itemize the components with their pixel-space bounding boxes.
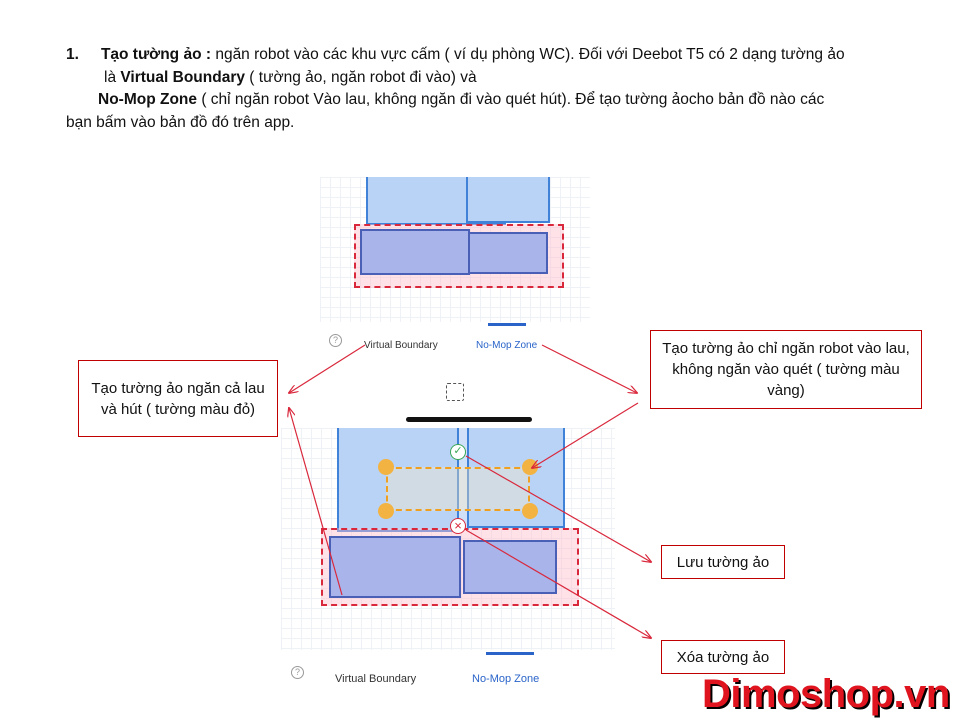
step-text-3: ( chỉ ngăn robot Vào lau, không ngăn đi vào quét hút). Để tạo tường ảocho bản đồ nào các	[197, 91, 825, 108]
top-tab-no-mop-zone[interactable]: No-Mop Zone	[476, 340, 538, 351]
phone-notch-bar	[406, 417, 532, 422]
instruction-text	[66, 44, 926, 134]
instruction-line-4	[66, 112, 926, 135]
callout-save-text: Lưu tường ảo	[676, 553, 770, 571]
bottom-help-icon[interactable]: ?	[291, 666, 304, 679]
instruction-line-2	[66, 67, 926, 90]
bottom-app-screenshot	[281, 428, 615, 692]
bottom-tab-no-mop-zone[interactable]: No-Mop Zone	[472, 673, 540, 685]
callout-delete-text: Xóa tường ảo	[676, 648, 770, 666]
resize-handle-bottom-right[interactable]	[522, 503, 538, 519]
virtual-boundary-term: Virtual Boundary	[120, 68, 245, 86]
callout-red-wall	[78, 360, 278, 437]
resize-handle-top-left[interactable]	[378, 459, 394, 475]
top-help-icon[interactable]: ?	[329, 334, 342, 347]
callout-yellow-wall	[650, 330, 922, 409]
delete-x-icon[interactable]: ×	[450, 518, 466, 534]
resize-handle-top-right[interactable]	[522, 459, 538, 475]
brand-logo-text: Dimoshop.vn	[702, 672, 950, 716]
dashed-square-icon[interactable]	[446, 383, 464, 401]
callout-save	[661, 545, 785, 579]
top-active-tab-indicator	[488, 323, 526, 326]
bottom-room-purple-right	[463, 540, 557, 594]
top-room-purple-right	[468, 232, 548, 274]
step-text-1: ngăn robot vào các khu vực cấm ( ví dụ phòng WC). Đối với Deebot T5 có 2 dạng tường ảo	[211, 46, 845, 63]
step-number: 1.	[66, 46, 79, 63]
no-mop-zone-rectangle[interactable]	[386, 467, 530, 511]
bottom-map	[281, 428, 615, 650]
resize-handle-bottom-left[interactable]	[378, 503, 394, 519]
no-mop-zone-term: No-Mop Zone	[98, 91, 198, 108]
step-text-2-prefix: là	[104, 68, 121, 86]
callout-delete	[661, 640, 785, 674]
instruction-line-3	[66, 89, 926, 112]
top-room-right	[466, 177, 550, 223]
top-tab-virtual-boundary[interactable]: Virtual Boundary	[364, 340, 438, 351]
callout-red-wall-text: Tạo tường ảo ngăn cả lau và hút ( tường màu đỏ)	[91, 379, 265, 418]
instruction-line-1	[66, 44, 926, 67]
bottom-active-tab-indicator	[486, 652, 534, 655]
top-room-purple-left	[360, 229, 470, 275]
step-title: Tạo tường ảo :	[100, 46, 212, 63]
top-map	[320, 177, 590, 322]
top-app-screenshot	[320, 177, 590, 360]
bottom-tab-virtual-boundary[interactable]: Virtual Boundary	[335, 673, 417, 685]
bottom-room-purple-left	[329, 536, 461, 598]
step-text-4: bạn bấm vào bản đồ đó trên app.	[66, 113, 295, 131]
step-text-2: ( tường ảo, ngăn robot đi vào) và	[244, 68, 477, 86]
callout-yellow-wall-text: Tạo tường ảo chỉ ngăn robot vào lau, không ngăn vào quét ( tường màu vàng)	[662, 340, 910, 399]
confirm-check-icon[interactable]: ✓	[450, 444, 466, 460]
